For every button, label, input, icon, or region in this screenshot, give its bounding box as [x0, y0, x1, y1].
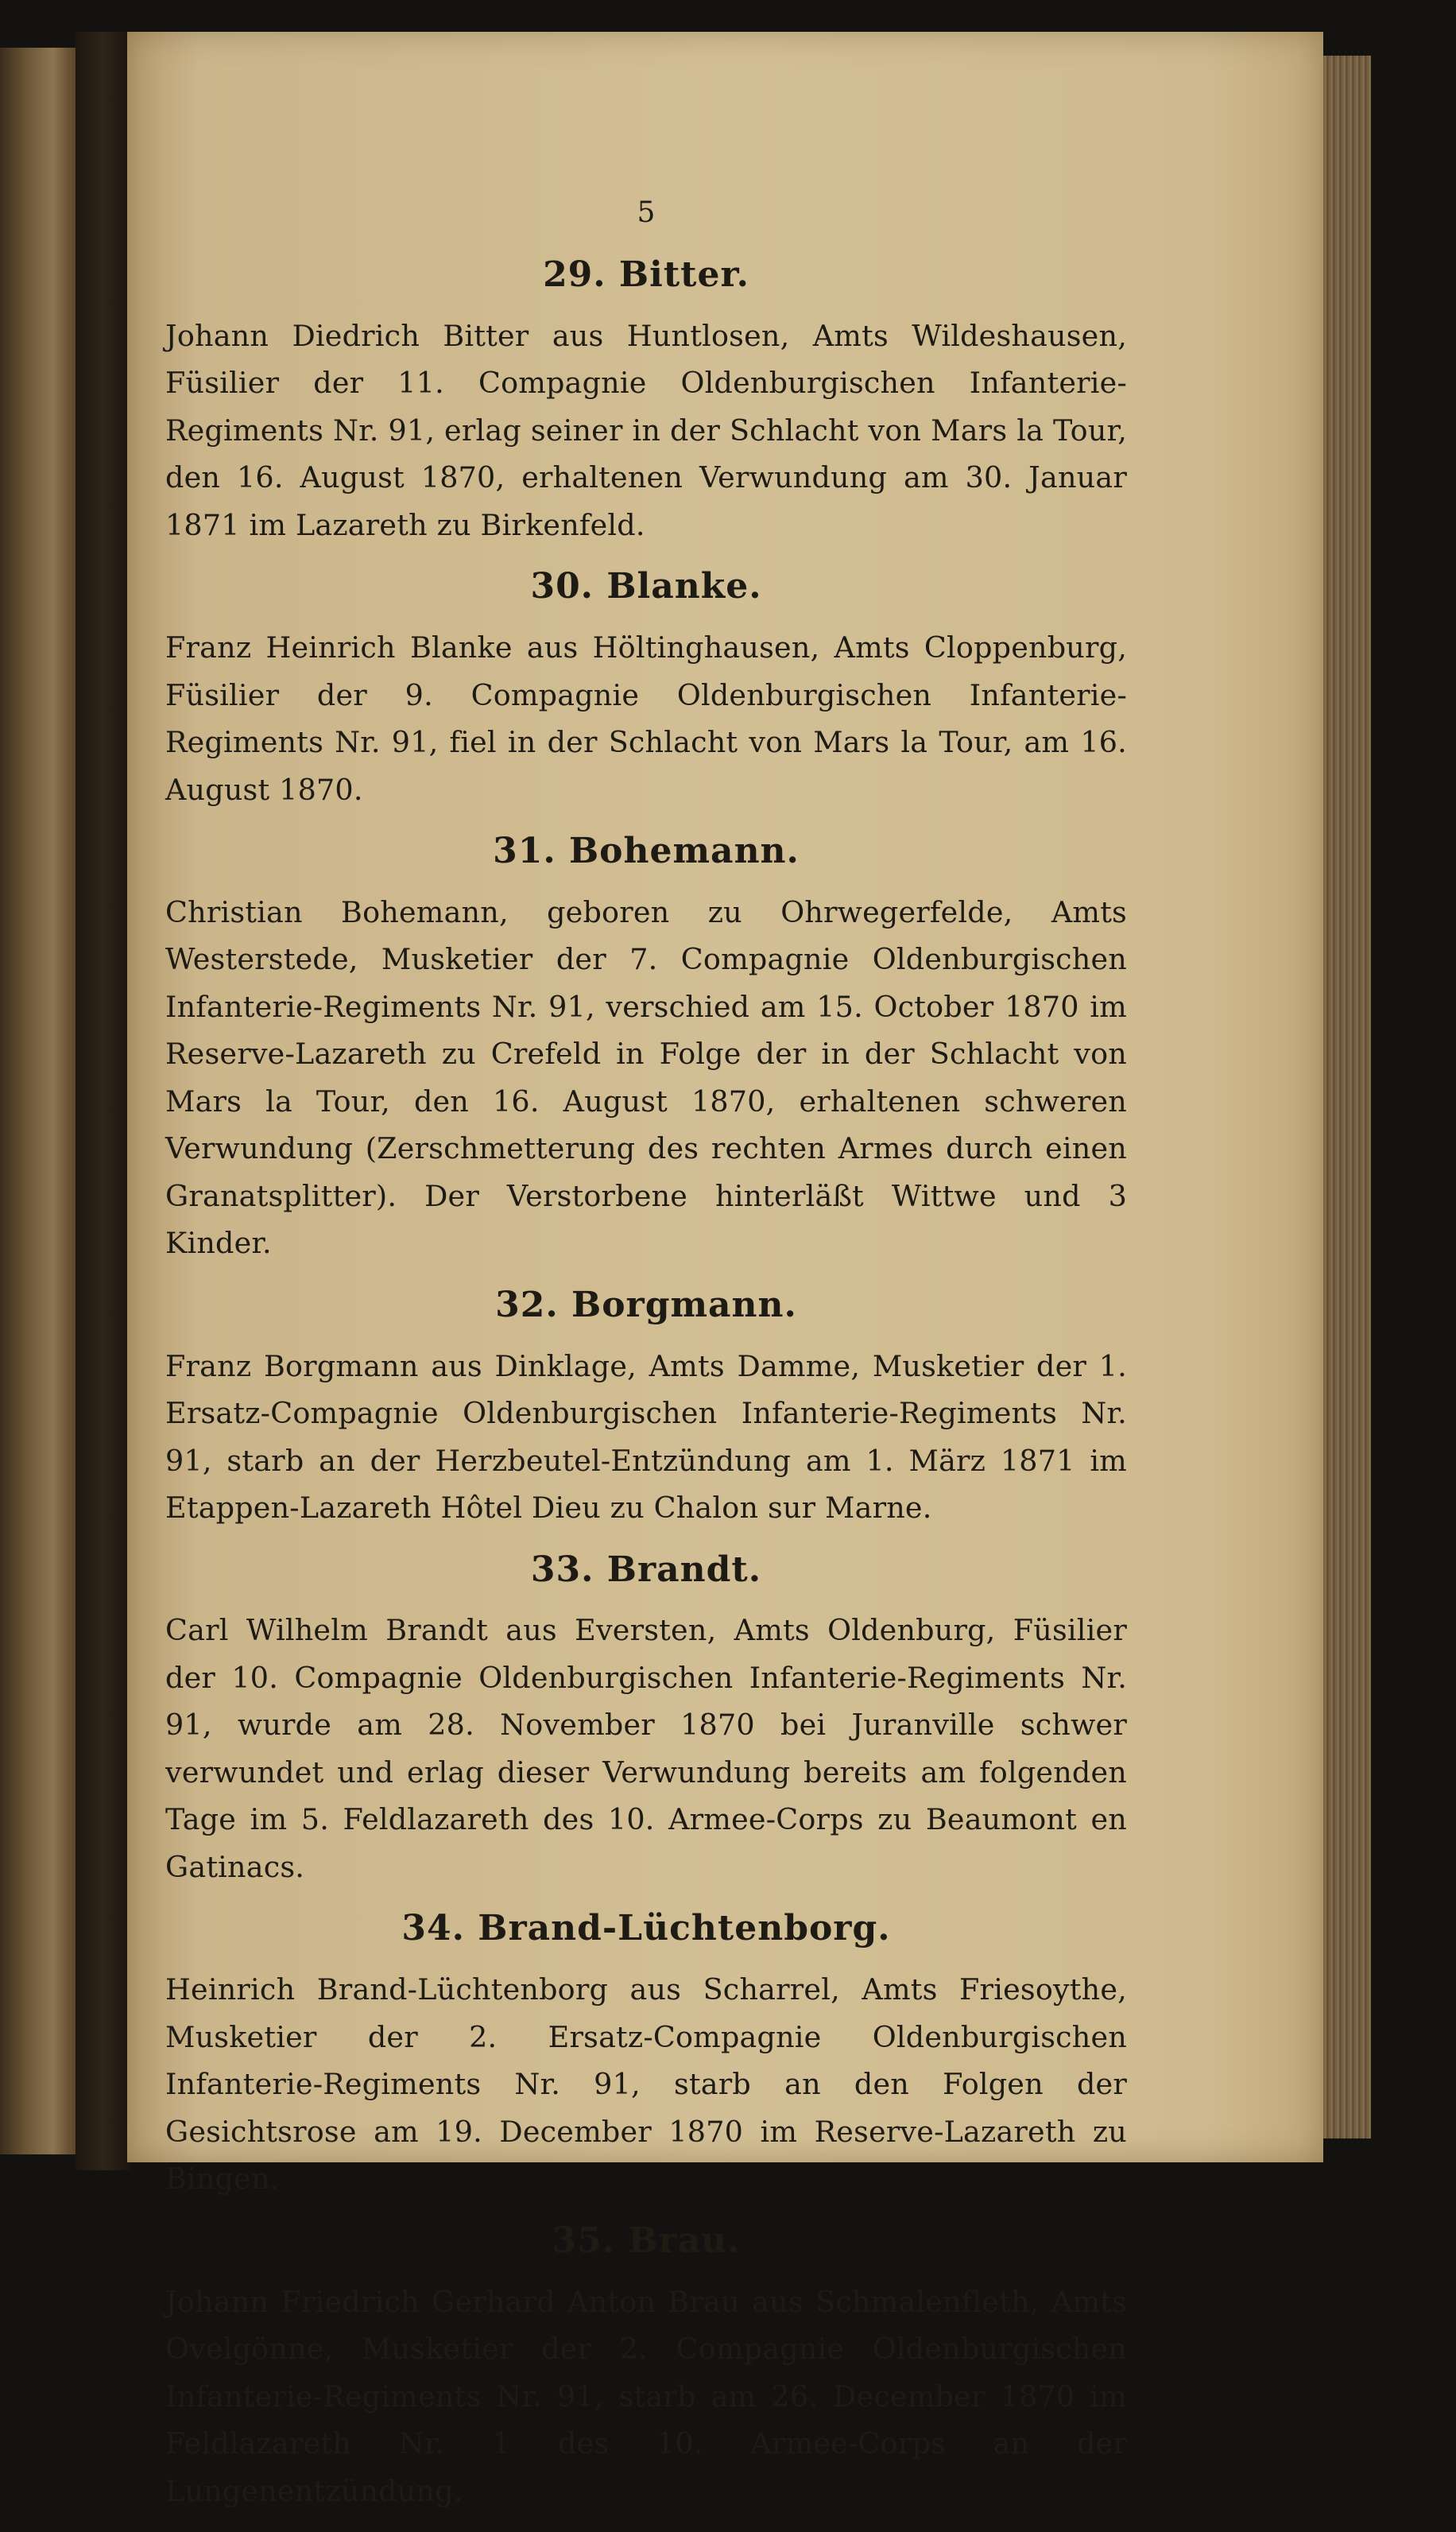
entry-heading: 30. Blanke. [530, 566, 762, 607]
entry-29 [165, 254, 1127, 549]
entry-heading: 33. Brandt. [530, 1549, 762, 1590]
book-gutter [76, 32, 131, 2170]
entry-text: Johann Diedrich Bitter aus Huntlosen, Amts Wildeshausen, Füsilier der 11. Compagnie Oldenburgischen Infanterie-Regiments Nr. 91, erlag seiner in der Schlacht von Mars la Tour, den 16. August 1870, erhaltenen Verwundung am 30. Januar 1871 im Lazareth zu Birkenfeld. [165, 318, 1127, 542]
entry-text: Franz Heinrich Blanke aus Höltinghausen, Amts Cloppenburg, Füsilier der 9. Compagnie Oldenburgischen Infanterie-Regiments Nr. 91, fiel in der Schlacht von Mars la Tour, am 16. August 1870. [165, 630, 1127, 807]
entry-35 [165, 2220, 1127, 2515]
page-content [165, 196, 1127, 2532]
entry-heading: 35. Brau. [552, 2220, 741, 2261]
entry-heading: 31. Bohemann. [493, 831, 800, 872]
entry-34 [165, 1908, 1127, 2202]
entry-31 [165, 831, 1127, 1267]
entry-heading: 32. Borgmann. [495, 1284, 797, 1325]
page-number: 5 [637, 196, 656, 229]
page-stack-edge [1323, 56, 1371, 2138]
entry-text: Heinrich Brand-Lüchtenborg aus Scharrel, Amts Friesoythe, Musketier der 2. Ersatz-Compagnie Oldenburgischen Infanterie-Regiments Nr. 91, starb an den Folgen der Gesichtsrose am 19. December 1870 im Reserve-Lazareth zu Bingen. [165, 1972, 1127, 2197]
entry-text: Christian Bohemann, geboren zu Ohrwegerfelde, Amts Westerstede, Musketier der 7. Compagnie Oldenburgischen Infanterie-Regiments Nr. 91, verschied am 15. October 1870 im Reserve-Lazareth zu Crefeld in Folge der in der Schlacht von Mars la Tour, den 16. August 1870, erhaltenen schweren Verwundung (Zerschmetterung des rechten Armes durch einen Granatsplitter). Der Verstorbene hinterläßt Wittwe und 3 Kinder. [165, 894, 1127, 1261]
entry-30 [165, 566, 1127, 813]
entry-32 [165, 1285, 1127, 1532]
entry-text: Franz Borgmann aus Dinklage, Amts Damme, Musketier der 1. Ersatz-Compagnie Oldenburgischen Infanterie-Regiments Nr. 91, starb an der Herzbeutel-Entzündung am 1. März 1871 im Etappen-Lazareth Hôtel Dieu zu Chalon sur Marne. [165, 1348, 1127, 1526]
entry-heading: 29. Bitter. [543, 254, 749, 295]
previous-page-edge [0, 48, 76, 2154]
entry-33 [165, 1549, 1127, 1891]
entry-heading: 34. Brand-Lüchtenborg. [401, 1908, 891, 1949]
entry-text: Johann Friedrich Gerhard Anton Brau aus Schmalenfleth, Amts Ovelgönne, Musketier der 2. Compagnie Oldenburgischen Infanterie-Regiments Nr. 91, starb am 26. December 1870 im Feldlazareth Nr. 1 des 10. Armee-Corps an der Lungenentzündung. [165, 2284, 1127, 2508]
entry-text: Carl Wilhelm Brandt aus Eversten, Amts Oldenburg, Füsilier der 10. Compagnie Oldenburgischen Infanterie-Regiments Nr. 91, wurde am 28. November 1870 bei Juranville schwer verwundet und erlag dieser Verwundung bereits am folgenden Tage im 5. Feldlazareth des 10. Armee-Corps zu Beaumont en Gatinacs. [165, 1613, 1127, 1884]
